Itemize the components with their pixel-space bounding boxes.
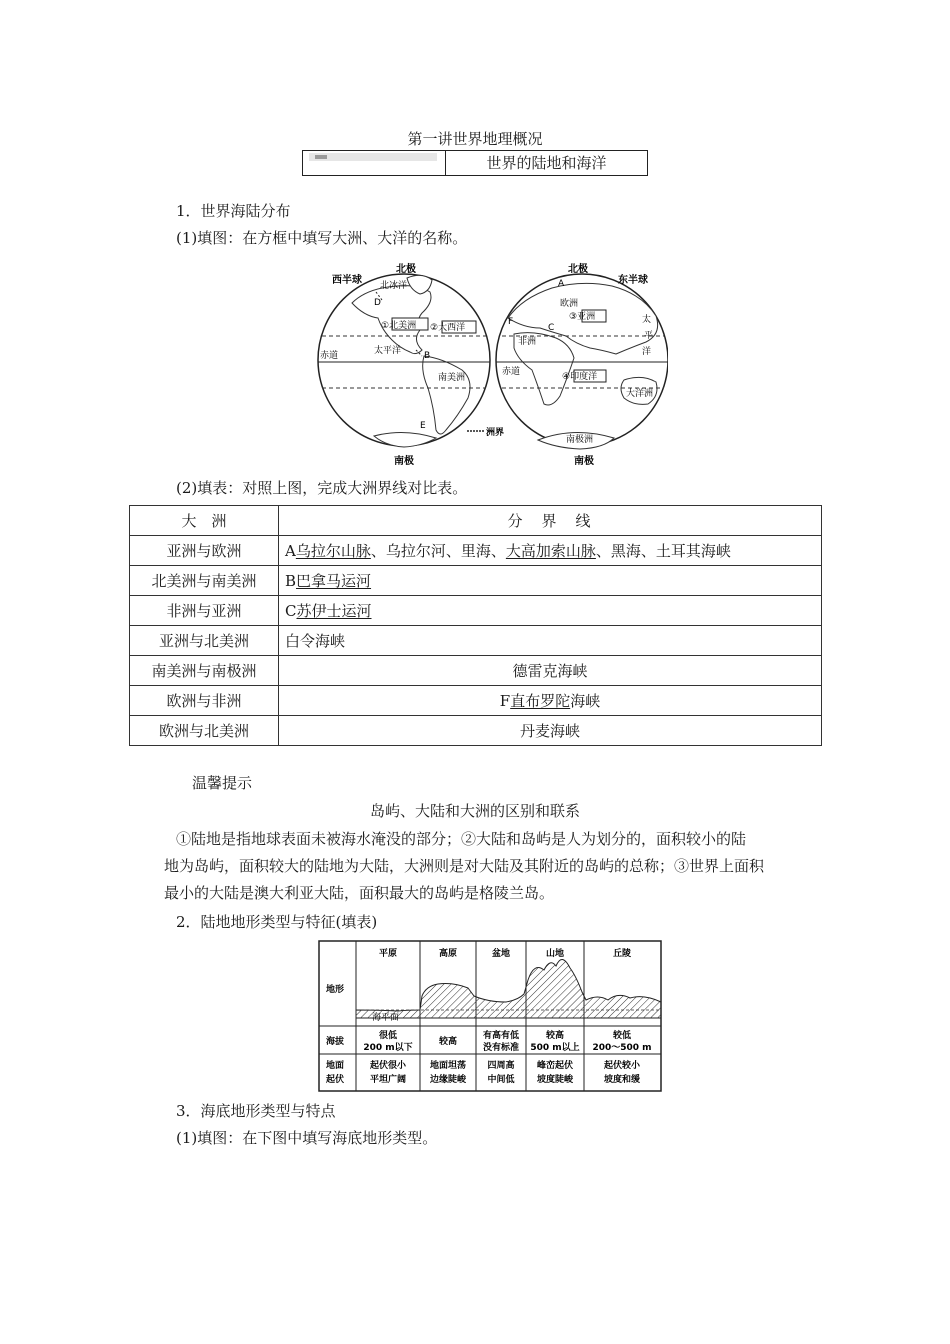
continent-pair: 亚洲与北美洲 (130, 626, 279, 656)
boundary-answer: 直布罗陀 (510, 692, 571, 710)
continent-pair: 欧洲与北美洲 (130, 716, 279, 746)
continent-pair: 北美洲与南美洲 (130, 566, 279, 596)
boundary-legend (467, 426, 504, 438)
altitude-value: 200 m以下 (363, 1043, 413, 1053)
landform-type: 山地 (545, 949, 565, 959)
page-title: 第一讲世界地理概况 (407, 130, 543, 148)
boundary-text: 丹麦海峡 (519, 722, 580, 740)
altitude-value: 没有标准 (482, 1043, 520, 1053)
map-letter-d: D (374, 298, 381, 308)
section-tag-bar (309, 153, 437, 161)
tip-title: 岛屿、大陆和大洲的区别和联系 (369, 802, 580, 820)
section-header: 世界的陆地和海洋 (486, 154, 607, 172)
continent-boundary-table (129, 505, 822, 746)
boundary-text: B (285, 572, 297, 590)
label-south-america: 南美洲 (438, 373, 466, 383)
tip-line: ①陆地是指地球表面未被海水淹没的部分；②大陆和岛屿是人为划分的，面积较小的陆 (176, 830, 747, 848)
heading-landform-types: 2．陆地地形类型与特征(填表) (176, 913, 378, 931)
label-north-pole-left: 北极 (396, 264, 416, 275)
boundary-text: A (285, 542, 296, 560)
table-row (130, 566, 822, 596)
row-label-altitude: 海拔 (326, 1037, 345, 1047)
boundary-cell (279, 536, 822, 566)
table-header-boundary: 分 界 线 (279, 506, 822, 536)
tip-line: 最小的大陆是澳大利亚大陆，面积最大的岛屿是格陵兰岛。 (164, 884, 555, 902)
tag-marker-icon (315, 155, 327, 159)
question-fill-table: (2)填表：对照上图，完成大洲界线对比表。 (176, 479, 468, 497)
boundary-text: 、乌拉尔河、里海、 (370, 542, 506, 560)
label-south-pole-right: 南极 (574, 456, 594, 467)
section-tag-cell (303, 151, 446, 175)
boundary-answer: 巴拿马运河 (296, 572, 372, 590)
map-letter-e: E (420, 421, 426, 431)
boundary-text: F (499, 692, 511, 710)
label-africa: 非洲 (518, 337, 537, 347)
boundary-text: 白令海峡 (285, 632, 346, 650)
boundary-cell (279, 656, 822, 686)
landform-type: 丘陵 (612, 949, 632, 959)
table-row (130, 716, 822, 746)
heading-world-land-sea: 1．世界海陆分布 (176, 202, 291, 220)
map-letter-c: C (548, 323, 555, 333)
tip-line: 地为岛屿，面积较大的陆地为大陆，大洲则是对大陆及其附近的岛屿的总称；③世界上面积 (164, 857, 765, 875)
label-north-america: ①北美洲 (381, 321, 417, 331)
label-pacific-right-1: 太 (642, 315, 652, 325)
landform-diagram (318, 940, 662, 1092)
row-label-landform: 地形 (326, 985, 345, 995)
sea-level-label: 海平面 (372, 1013, 400, 1023)
row-label-relief-2: 起伏 (326, 1075, 345, 1085)
boundary-answer: 苏伊士运河 (296, 602, 372, 620)
row-label-relief-1: 地面 (326, 1061, 345, 1071)
legend-boundary-label: 洲界 (486, 428, 505, 438)
relief-value: 坡度陡峻 (536, 1075, 574, 1085)
label-atlantic: ②大西洋 (430, 323, 466, 333)
relief-value: 平坦广阔 (369, 1075, 407, 1085)
table-row (130, 536, 822, 566)
label-north-pole-right: 北极 (568, 264, 588, 275)
boundary-cell (279, 626, 822, 656)
relief-value: 地面坦荡 (429, 1061, 467, 1071)
label-oceania: 大洋洲 (626, 389, 654, 399)
world-hemispheres-map (312, 258, 668, 470)
boundary-cell (279, 686, 822, 716)
section-header-box (302, 150, 648, 176)
map-letter-b: B (424, 351, 431, 361)
continent-pair: 南美洲与南极洲 (130, 656, 279, 686)
label-pacific-right-3: 洋 (642, 347, 652, 357)
label-pacific-right-2: 平 (644, 331, 654, 341)
label-pacific-left: 太平洋 (374, 346, 402, 356)
table-row (130, 656, 822, 686)
heading-seafloor: 3．海底地形类型与特点 (176, 1102, 336, 1120)
boundary-cell (279, 716, 822, 746)
boundary-answer: 大高加索山脉 (505, 542, 596, 560)
table-row (130, 686, 822, 716)
label-arctic: 北冰洋 (380, 281, 408, 291)
boundary-text: 海峡 (570, 692, 601, 710)
relief-value: 边缘陡峻 (429, 1075, 467, 1085)
label-asia: ③亚洲 (569, 312, 596, 322)
altitude-value: 有高有低 (482, 1031, 520, 1041)
boundary-cell (279, 596, 822, 626)
label-equator-left: 赤道 (320, 351, 339, 361)
map-letter-f: F (508, 317, 514, 327)
landform-type: 盆地 (491, 949, 511, 959)
western-hemisphere (318, 262, 490, 467)
label-east-hemisphere: 东半球 (618, 275, 648, 286)
altitude-value: 较高 (545, 1031, 565, 1041)
boundary-cell (279, 566, 822, 596)
altitude-value: 较低 (612, 1031, 632, 1041)
label-europe: 欧洲 (560, 299, 579, 309)
relief-value: 四周高 (487, 1061, 515, 1071)
relief-value: 峰峦起伏 (536, 1061, 574, 1071)
altitude-value: 500 m以上 (530, 1043, 580, 1053)
table-header-continent: 大 洲 (130, 506, 279, 536)
table-row (130, 626, 822, 656)
map-letter-a: A (558, 279, 565, 289)
label-south-pole-left: 南极 (394, 456, 414, 467)
landform-type: 高原 (438, 949, 458, 959)
altitude-value: 很低 (378, 1031, 398, 1041)
tip-paragraph (164, 826, 784, 907)
question-fill-map: (1)填图：在方框中填写大洲、大洋的名称。 (176, 229, 468, 247)
label-antarctica: 南极洲 (566, 435, 594, 445)
label-indian: ④印度洋 (562, 372, 598, 382)
table-row (130, 596, 822, 626)
tip-label: 温馨提示 (192, 774, 253, 792)
question-fill-seafloor: (1)填图：在下图中填写海底地形类型。 (176, 1129, 438, 1147)
boundary-text: 德雷克海峡 (512, 662, 588, 680)
relief-value: 起伏很小 (369, 1061, 407, 1071)
altitude-value: 200～500 m (592, 1043, 652, 1053)
eastern-hemisphere (496, 262, 668, 467)
boundary-text: 、黑海、土耳其海峡 (595, 542, 731, 560)
continent-pair: 非洲与亚洲 (130, 596, 279, 626)
boundary-answer: 乌拉尔山脉 (295, 542, 371, 560)
label-west-hemisphere: 西半球 (332, 275, 362, 286)
continent-pair: 亚洲与欧洲 (130, 536, 279, 566)
landform-type: 平原 (378, 949, 398, 959)
altitude-value: 较高 (438, 1037, 458, 1047)
relief-value: 起伏较小 (603, 1061, 641, 1071)
relief-value: 坡度和缓 (603, 1075, 641, 1085)
label-equator-right: 赤道 (502, 367, 521, 377)
relief-value: 中间低 (487, 1075, 515, 1085)
table-header-row (130, 506, 822, 536)
continent-pair: 欧洲与非洲 (130, 686, 279, 716)
boundary-text: C (285, 602, 297, 620)
